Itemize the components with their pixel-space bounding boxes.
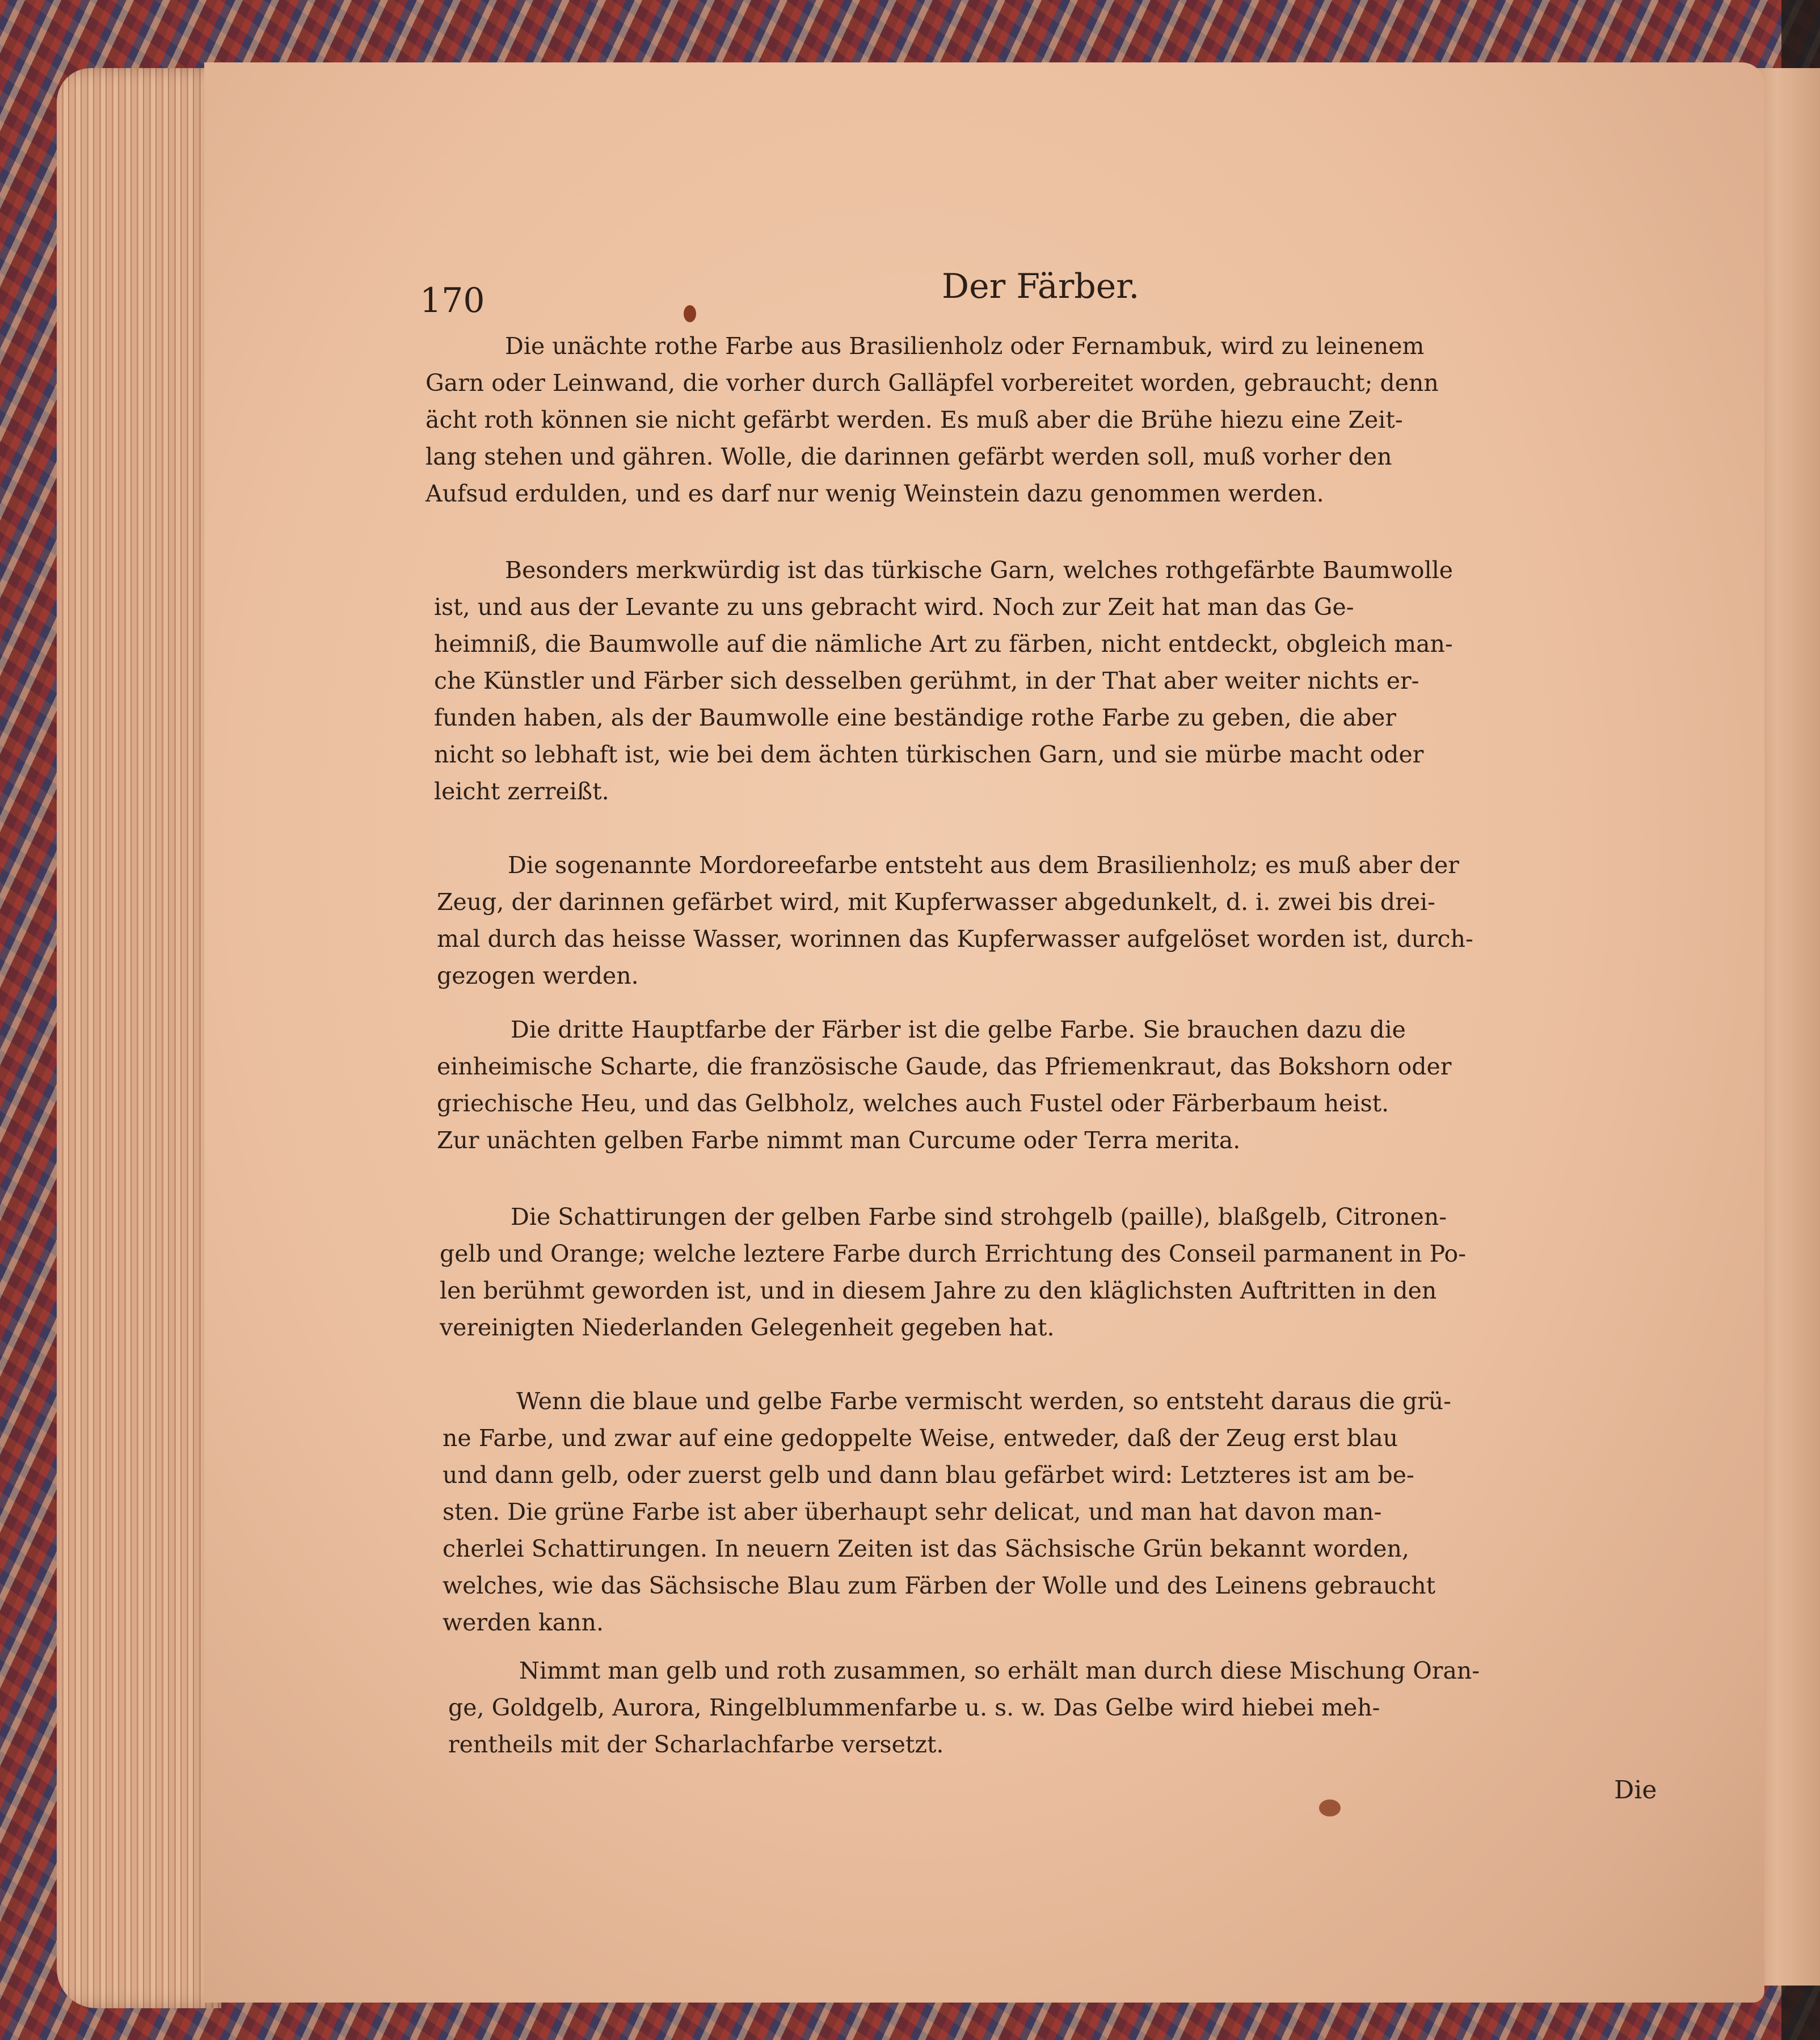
- text-line: ächt roth können sie nicht gefärbt werden. Es muß aber die Brühe hiezu eine Zeit-: [425, 406, 1403, 433]
- text-line: che Künstler und Färber sich desselben gerühmt, in der That aber weiter nichts er-: [434, 667, 1419, 694]
- page-edges: [57, 68, 221, 2008]
- text-line: Nimmt man gelb und roth zusammen, so erhält man durch diese Mischung Oran-: [519, 1657, 1480, 1684]
- text-line: welches, wie das Sächsische Blau zum Färben der Wolle und des Leinens gebraucht: [443, 1572, 1436, 1599]
- text-line: rentheils mit der Scharlachfarbe versetzt.: [448, 1731, 944, 1758]
- text-line: Garn oder Leinwand, die vorher durch Galläpfel vorbereitet worden, gebraucht; denn: [425, 369, 1439, 397]
- ink-stain: [684, 305, 696, 322]
- text-line: gelb und Orange; welche leztere Farbe durch Errichtung des Conseil parmanent in Po-: [440, 1240, 1467, 1267]
- catchword: Die: [1614, 1776, 1657, 1805]
- text-line: Die sogenannte Mordoreefarbe entsteht aus dem Brasilienholz; es muß aber der: [508, 852, 1459, 879]
- text-line: Zur unächten gelben Farbe nimmt man Curcume oder Terra merita.: [437, 1127, 1241, 1154]
- running-head: Der Färber.: [942, 267, 1140, 306]
- ink-stain: [1319, 1799, 1341, 1816]
- text-line: ist, und aus der Levante zu uns gebracht wird. Noch zur Zeit hat man das Ge-: [434, 593, 1354, 621]
- text-line: Die unächte rothe Farbe aus Brasilienholz oder Fernambuk, wird zu leinenem: [505, 332, 1425, 360]
- text-line: Besonders merkwürdig ist das türkische Garn, welches rothgefärbte Baumwolle: [505, 557, 1454, 584]
- text-line: ge, Goldgelb, Aurora, Ringelblummenfarbe u. s. w. Das Gelbe wird hiebei meh-: [448, 1694, 1380, 1721]
- text-line: nicht so lebhaft ist, wie bei dem ächten türkischen Garn, und sie mürbe macht oder: [434, 741, 1424, 768]
- text-line: len berühmt geworden ist, und in diesem Jahre zu den kläglichsten Auftritten in den: [440, 1277, 1437, 1304]
- page-number: 170: [420, 281, 485, 321]
- text-line: funden haben, als der Baumwolle eine beständige rothe Farbe zu geben, die aber: [434, 704, 1396, 731]
- text-line: einheimische Scharte, die französische Gaude, das Pfriemenkraut, das Bokshorn oder: [437, 1053, 1452, 1080]
- text-line: gezogen werden.: [437, 962, 639, 989]
- text-line: Die dritte Hauptfarbe der Färber ist die gelbe Farbe. Sie brauchen dazu die: [511, 1016, 1406, 1043]
- text-line: sten. Die grüne Farbe ist aber überhaupt sehr delicat, und man hat davon man-: [443, 1498, 1382, 1525]
- text-line: mal durch das heisse Wasser, worinnen das Kupferwasser aufgelöset worden ist, durch-: [437, 925, 1473, 952]
- text-line: werden kann.: [443, 1609, 604, 1636]
- text-line: griechische Heu, und das Gelbholz, welches auch Fustel oder Färberbaum heist.: [437, 1090, 1389, 1117]
- text-line: und dann gelb, oder zuerst gelb und dann blau gefärbet wird: Letzteres ist am be-: [443, 1461, 1414, 1489]
- text-line: ne Farbe, und zwar auf eine gedoppelte Weise, entweder, daß der Zeug erst blau: [443, 1424, 1398, 1452]
- text-line: cherlei Schattirungen. In neuern Zeiten ist das Sächsische Grün bekannt worden,: [443, 1535, 1409, 1562]
- text-line: vereinigten Niederlanden Gelegenheit gegeben hat.: [440, 1314, 1055, 1341]
- text-line: Zeug, der darinnen gefärbet wird, mit Kupferwasser abgedunkelt, d. i. zwei bis drei-: [437, 888, 1435, 916]
- text-line: leicht zerreißt.: [434, 778, 609, 805]
- text-line: Wenn die blaue und gelbe Farbe vermischt werden, so entsteht daraus die grü-: [516, 1388, 1452, 1415]
- text-line: heimniß, die Baumwolle auf die nämliche Art zu färben, nicht entdeckt, obgleich man-: [434, 630, 1453, 657]
- text-line: lang stehen und gähren. Wolle, die darinnen gefärbt werden soll, muß vorher den: [425, 443, 1392, 470]
- text-line: Die Schattirungen der gelben Farbe sind strohgelb (paille), blaßgelb, Citronen-: [511, 1203, 1447, 1230]
- text-line: Aufsud erdulden, und es darf nur wenig Weinstein dazu genommen werden.: [425, 480, 1324, 507]
